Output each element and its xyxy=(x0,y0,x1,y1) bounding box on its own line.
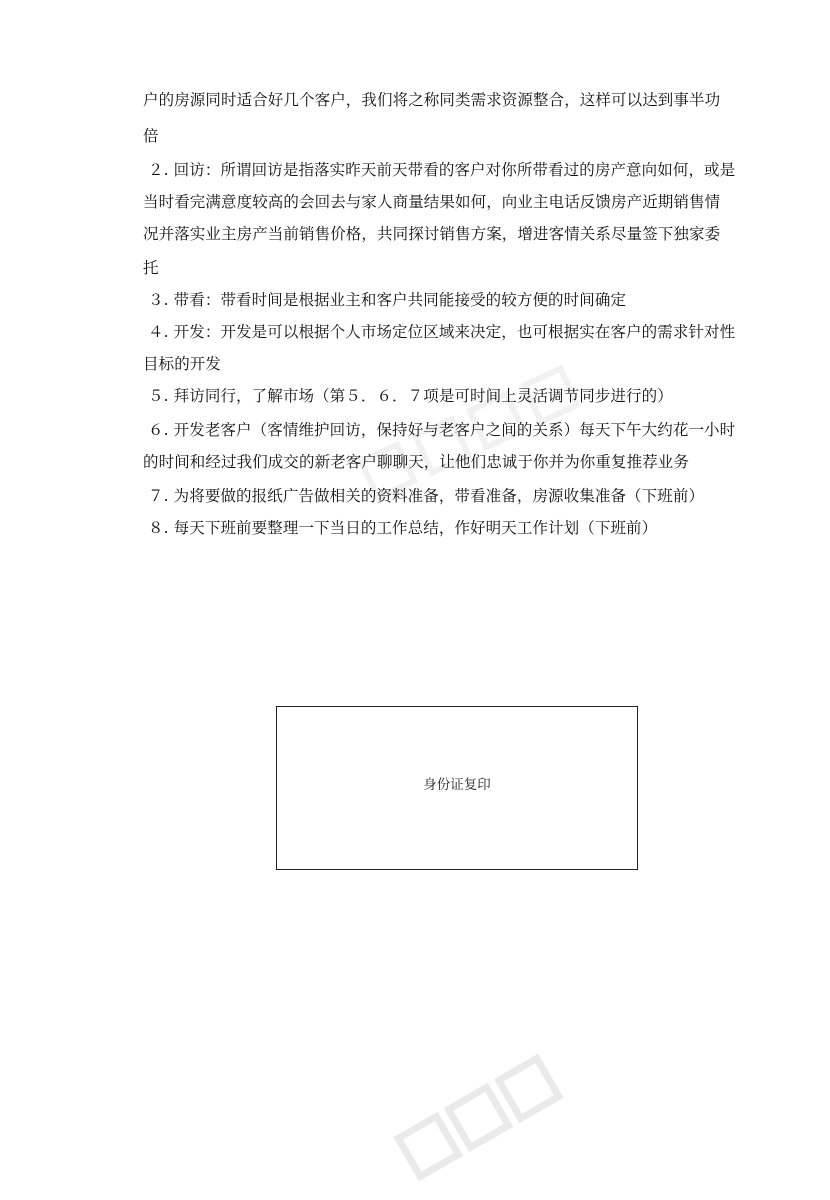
text-line: 的时间和经过我们成交的新老客户聊聊天，让他们忠诚于你并为你重复推荐业务 xyxy=(143,453,690,471)
text-line: 托 xyxy=(143,259,159,277)
text-line: ４. 开发：开发是可以根据个人市场定位区域来决定，也可根据实在客户的需求针对性 xyxy=(148,323,736,341)
text-line: 当时看完满意度较高的会回去与家人商量结果如何，向业主电话反馈房产近期销售情 xyxy=(143,193,721,211)
text-line: 况并落实业主房产当前销售价格，共同探讨销售方案，增进客情关系尽量签下独家委 xyxy=(143,225,721,243)
id-copy-box xyxy=(276,706,638,870)
text-line: ７. 为将要做的报纸广告做相关的资料准备，带看准备，房源收集准备（下班前） xyxy=(148,487,705,505)
text-line: ３. 带看：带看时间是根据业主和客户共同能接受的较方便的时间确定 xyxy=(148,291,627,309)
text-line: ８. 每天下班前要整理一下当日的工作总结，作好明天工作计划（下班前） xyxy=(148,519,658,537)
text-line: 目标的开发 xyxy=(143,355,222,373)
watermark-icon xyxy=(382,1040,578,1199)
text-line: ２. 回访：所谓回访是指落实昨天前天带看的客户对你所带看过的房产意向如何，或是 xyxy=(148,161,736,179)
text-line: 倍 xyxy=(143,127,159,145)
text-line: ５. 拜访同行，了解市场（第５．６．７项是可时间上灵活调节同步进行的） xyxy=(148,387,673,405)
text-line: 户的房源同时适合好几个客户，我们将之称同类需求资源整合，这样可以达到事半功 xyxy=(143,91,721,109)
id-copy-label: 身份证复印 xyxy=(423,777,491,793)
text-line: ６. 开发老客户（客情维护回访，保持好与老客户之间的关系）每天下午大约花一小时 xyxy=(148,421,736,439)
